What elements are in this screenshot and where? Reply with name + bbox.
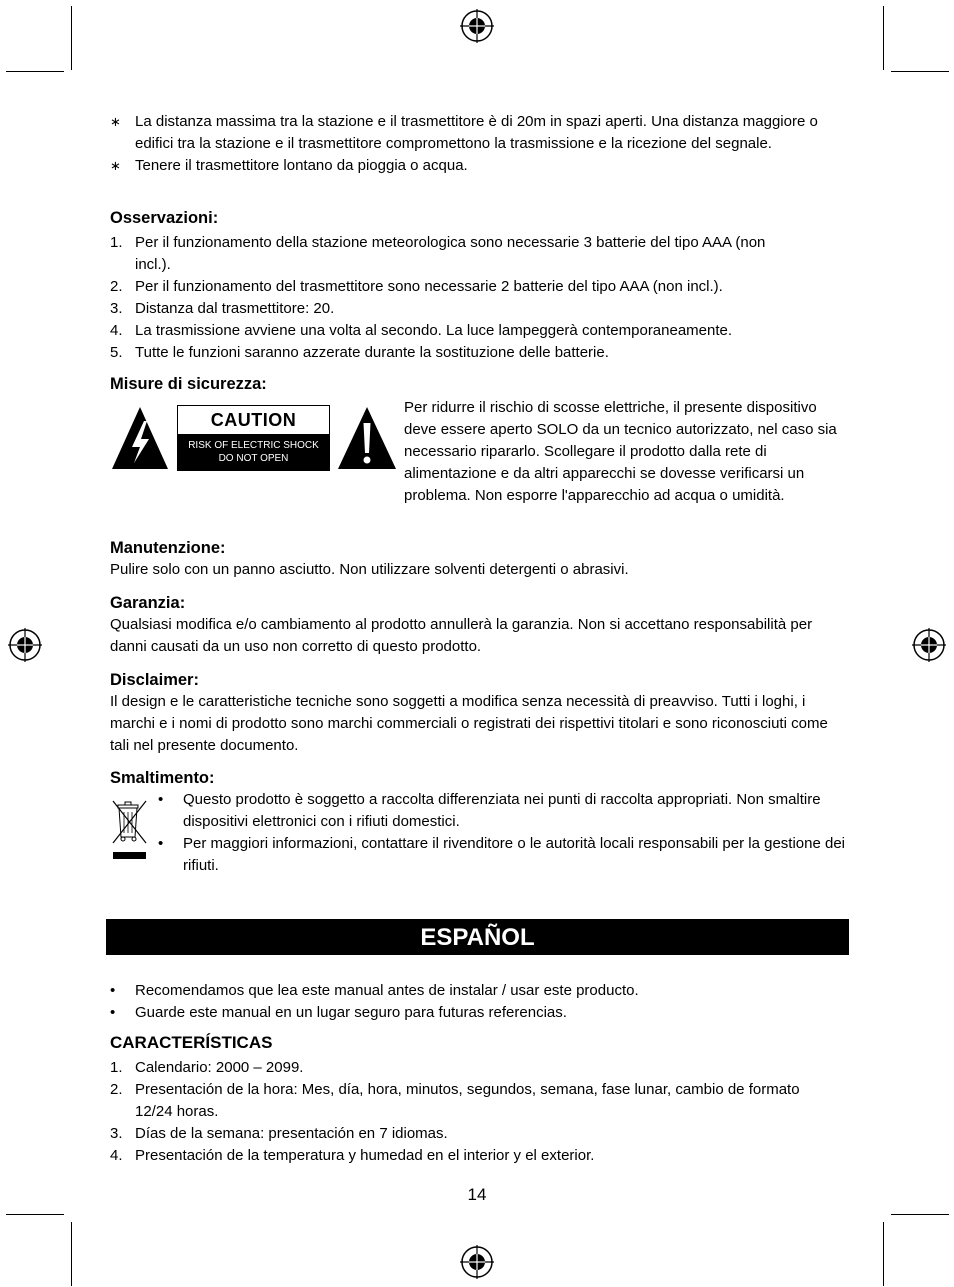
crop-mark: [891, 71, 949, 72]
sicurezza-text-block: Per ridurre il rischio di scosse elettriche, il presente dispositivo deve essere aperto SOLO da un tecnico autorizzato, nel caso sia necessario ripararlo. Scollegare il prodotto dalla rete di alimentazione e da altri apparecchi se dovesse verificarsi un problema. Non esporre l'apparecchio ad acqua o umidità.: [404, 399, 837, 504]
disclaimer-section: Disclaimer: Il design e le caratteristiche tecniche sono soggetti a modifica senza necessità di preavviso. Tutti i loghi, i marchi e i nomi di prodotto sono marchi commerciali o registrati dei rispettivi titolari e sono riconosciuti come tali nel presente documento.: [110, 669, 850, 757]
list-item: • Questo prodotto è soggetto a raccolta differenziata nei punti di raccolta appropriati. Non smaltire dispositivi elettronici con i rifiuti domestici.: [158, 791, 821, 830]
caracteristicas-section: [110, 1032, 850, 1167]
exclamation-warning-icon: [336, 405, 398, 471]
smaltimento-section: [110, 767, 850, 789]
crop-mark: [883, 1222, 884, 1286]
list-item: 1. Per il funzionamento della stazione meteorologica sono necessarie 3 batterie del tipo AAA (non incl.).: [110, 234, 766, 273]
list-item: ∗ Tenere il trasmettitore lontano da pioggia o acqua.: [110, 157, 468, 174]
list-item: 2. Presentación de la hora: Mes, día, hora, minutos, segundos, semana, fase lunar, cambio de formato 12/24 horas.: [110, 1081, 800, 1120]
list-item: • Per maggiori informazioni, contattare il rivenditore o le autorità locali responsabili per la gestione dei rifiuti.: [158, 835, 846, 874]
crop-mark: [6, 71, 64, 72]
registration-mark-icon: [460, 1245, 494, 1279]
list-item: 1. Calendario: 2000 – 2099.: [110, 1059, 304, 1076]
list-item: 5. Tutte le funzioni saranno azzerate durante la sostituzione delle batterie.: [110, 344, 609, 361]
list-item: 3. Días de la semana: presentación en 7 idiomas.: [110, 1125, 448, 1142]
sicurezza-section: [110, 373, 850, 395]
page-number: 14: [467, 1185, 487, 1204]
crop-mark: [71, 6, 72, 70]
section-heading: Manutenzione:: [110, 539, 226, 557]
registration-mark-icon: [460, 9, 494, 43]
section-heading: CARACTERÍSTICAS: [110, 1033, 273, 1052]
list-item: 2. Per il funzionamento del trasmettitore sono necessarie 2 batterie del tipo AAA (non incl.).: [110, 278, 723, 295]
list-item: 3. Distanza dal trasmettitore: 20.: [110, 300, 335, 317]
caution-label: CAUTION RISK OF ELECTRIC SHOCK DO NOT OPEN: [177, 405, 330, 471]
list-item: • Guarde este manual en un lugar seguro para futuras referencias.: [110, 1004, 567, 1021]
crop-mark: [883, 6, 884, 70]
intro-bullet-list: [110, 111, 850, 177]
section-heading: Osservazioni:: [110, 209, 219, 227]
section-heading: Smaltimento:: [110, 769, 215, 787]
garanzia-section: Garanzia: Qualsiasi modifica e/o cambiamento al prodotto annullerà la garanzia. Non si accettano responsabilità per danni causati da un uso non corretto di questo prodotto.: [110, 592, 850, 658]
es-intro-list: [110, 980, 850, 1024]
list-item: 4. Presentación de la temperatura y humedad en el interior y el exterior.: [110, 1147, 595, 1164]
smaltimento-list: [158, 789, 850, 877]
electric-shock-warning-icon: [110, 405, 170, 471]
list-item: • Recomendamos que lea este manual antes de instalar / usar este producto.: [110, 982, 639, 999]
crop-mark: [891, 1214, 949, 1215]
list-item: ∗ La distanza massima tra la stazione e il trasmettitore è di 20m in spazi aperti. Una distanza maggiore o edifici tra la stazione e il trasmettitore compromettono la trasmissione e la ricezione del segnale.: [110, 113, 818, 152]
crop-mark: [71, 1222, 72, 1286]
osservazioni-section: [110, 207, 850, 364]
language-banner: ESPAÑOL: [106, 919, 849, 955]
registration-mark-icon: [8, 628, 42, 662]
crop-mark: [6, 1214, 64, 1215]
section-heading: Disclaimer:: [110, 671, 199, 689]
list-item: 4. La trasmissione avviene una volta al secondo. La luce lampeggerà contemporaneamente.: [110, 322, 733, 339]
registration-mark-icon: [912, 628, 946, 662]
weee-bin-icon: [110, 799, 150, 861]
section-heading: Misure di sicurezza:: [110, 375, 267, 393]
section-heading: Garanzia:: [110, 594, 186, 612]
manutenzione-section: Manutenzione: Pulire solo con un panno asciutto. Non utilizzare solventi detergenti o abrasivi.: [110, 537, 850, 581]
